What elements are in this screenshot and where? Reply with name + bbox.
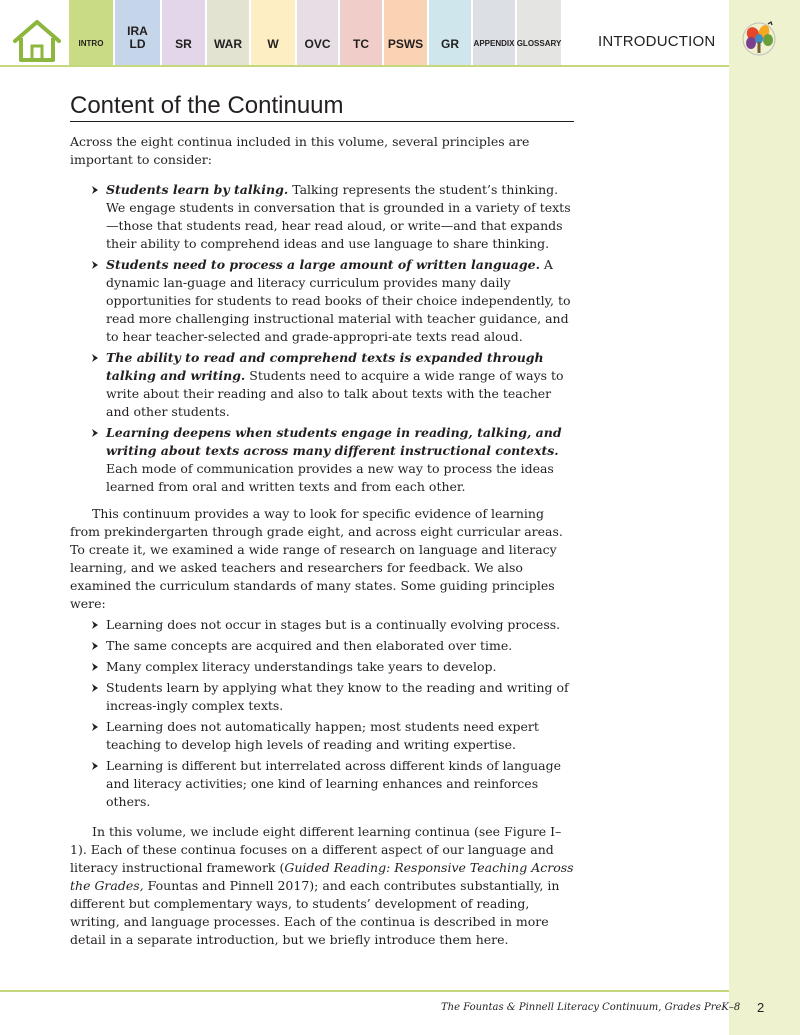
guiding-principles-list xyxy=(92,616,574,811)
list-item: Students learn by applying what they know to the reading and writing of increas-ingly complex texts. xyxy=(92,679,574,715)
fountas-pinnell-tree-logo xyxy=(742,20,776,58)
principles-list xyxy=(92,181,574,496)
bullet-arrow-icon xyxy=(92,723,98,731)
tab-war[interactable]: WAR xyxy=(207,0,249,65)
right-margin-band xyxy=(729,0,800,1035)
tab-gr[interactable]: GR xyxy=(429,0,471,65)
bullet-arrow-icon xyxy=(92,186,98,194)
bullet-arrow-icon xyxy=(92,762,98,770)
tab-appendix[interactable]: APPENDIX xyxy=(473,0,515,65)
bullet-arrow-icon xyxy=(92,684,98,692)
tab-psws[interactable]: PSWS xyxy=(384,0,427,65)
page-number: 2 xyxy=(757,1000,765,1015)
bullet-arrow-icon xyxy=(92,261,98,269)
bullet-arrow-icon xyxy=(92,642,98,650)
list-item: Learning does not occur in stages but is a continually evolving process. xyxy=(92,616,574,634)
tab-ira-ld[interactable]: IRA LD xyxy=(115,0,160,65)
body-paragraph: In this volume, we include eight different learning continua (see Figure I–1). Each of these continua focuses on a different aspect of our language and literacy instructional framework (Guided Reading: Responsive Teaching Across the Grades, Fountas and Pinnell 2017); and each contributes substantially, in different but complementary ways, to students’ development of reading, writing, and language processes. Each of the continua is described in more detail in a separate introduction, but we briefly introduce them here. xyxy=(70,824,574,947)
intro-paragraph: Across the eight continua included in this volume, several principles are important to consider: xyxy=(70,134,530,167)
book-title: The Fountas & Pinnell Literacy Continuum, Grades PreK–8 xyxy=(441,1002,741,1013)
tab-glossary[interactable]: GLOSSARY xyxy=(517,0,561,65)
main-content xyxy=(70,92,574,949)
section-title: INTRODUCTION xyxy=(598,33,716,50)
page-heading: Content of the Continuum xyxy=(70,92,574,122)
tab-ovc[interactable]: OVC xyxy=(297,0,338,65)
tab-sr[interactable]: SR xyxy=(162,0,205,65)
list-item: Learning deepens when students engage in reading, talking, and writing about texts across many different instructional contexts. Each mode of communication provides a new way to process the ideas learned from oral and written texts and from each other. xyxy=(92,424,574,496)
list-item: Students learn by talking. Talking represents the student’s thinking. We engage students in conversation that is grounded in a variety of texts—those that students read, hear read aloud, or write—and that expands their ability to comprehend ideas and use language to share thinking. xyxy=(92,181,574,253)
bullet-arrow-icon xyxy=(92,429,98,437)
tab-w[interactable]: W xyxy=(251,0,295,65)
body-paragraph: This continuum provides a way to look for specific evidence of learning from prekindergarten through grade eight, and across eight curricular areas. To create it, we examined a wide range of research on language and literacy learning, and we asked teachers and researchers for feedback. We also examined the curriculum standards of many states. Some guiding principles were: xyxy=(70,506,563,611)
section-tabs xyxy=(69,0,563,65)
list-item: Learning does not automatically happen; most students need expert teaching to develop high levels of reading and writing expertise. xyxy=(92,718,574,754)
bullet-arrow-icon xyxy=(92,354,98,362)
tab-intro[interactable]: INTRO xyxy=(69,0,113,65)
list-item: The same concepts are acquired and then elaborated over time. xyxy=(92,637,574,655)
list-item: Students need to process a large amount of written language. A dynamic lan-guage and literacy curriculum provides many daily opportunities for students to read books of their choice independently, to read more challenging instructional material with teacher guidance, and to hear teacher-selected and grade-appropri-ate texts read aloud. xyxy=(92,256,574,346)
tab-tc[interactable]: TC xyxy=(340,0,382,65)
footer-rule xyxy=(0,990,729,992)
list-item: Learning is different but interrelated across different kinds of language and literacy activities; one kind of learning enhances and reinforces others. xyxy=(92,757,574,811)
bullet-arrow-icon xyxy=(92,663,98,671)
list-item: Many complex literacy understandings take years to develop. xyxy=(92,658,574,676)
bullet-arrow-icon xyxy=(92,621,98,629)
list-item: The ability to read and comprehend texts is expanded through talking and writing. Students need to acquire a wide range of ways to write about their reading and also to talk about texts with the teacher and other students. xyxy=(92,349,574,421)
header-rule xyxy=(0,65,729,67)
home-icon[interactable] xyxy=(12,19,62,63)
